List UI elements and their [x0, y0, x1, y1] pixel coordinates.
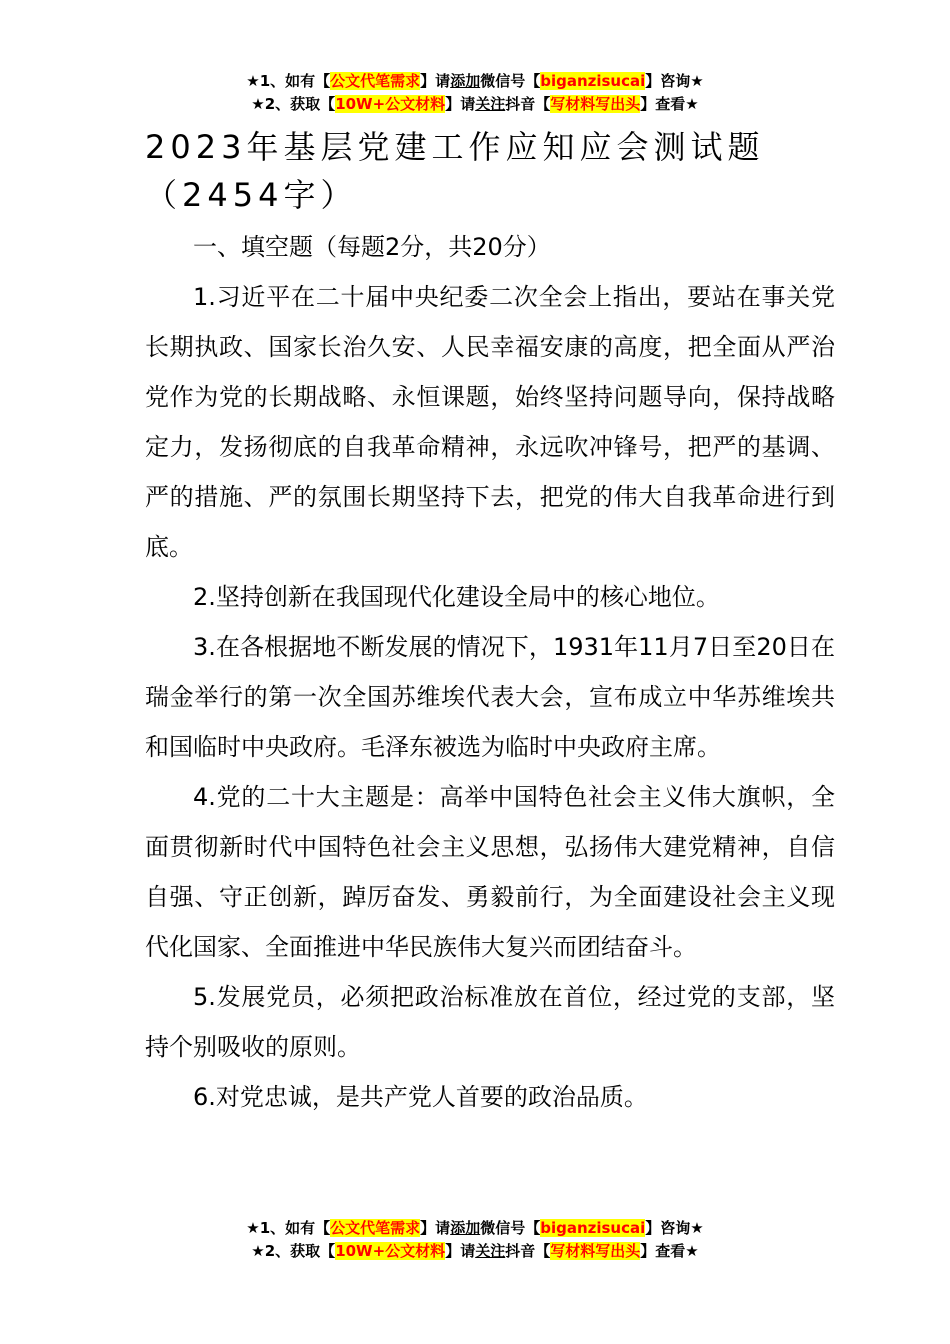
- ad-text: 】咨询★: [645, 1219, 704, 1237]
- ad-highlight: 公文代笔需求: [330, 1219, 421, 1237]
- footer-ad-banner: [0, 1217, 950, 1263]
- ad-highlight: 写材料写出头: [550, 1242, 641, 1260]
- ad-text: 】咨询★: [645, 72, 704, 90]
- ad-line-2: [0, 93, 950, 116]
- ad-text: 微信号【: [480, 72, 541, 90]
- ad-text: ★2、获取【: [251, 1242, 336, 1260]
- ad-text: 抖音【: [505, 95, 551, 113]
- ad-text: 】请: [420, 1219, 451, 1237]
- ad-underline: 添加: [450, 1219, 481, 1237]
- ad-text: ★2、获取【: [251, 95, 336, 113]
- ad-highlight: biganzisucai: [540, 1219, 646, 1237]
- ad-underline: 添加: [450, 72, 481, 90]
- header-ad-banner: [0, 70, 950, 116]
- ad-line-1: [0, 1217, 950, 1240]
- ad-highlight: 10W+公文材料: [335, 95, 446, 113]
- question-item: 2.坚持创新在我国现代化建设全局中的核心地位。: [193, 583, 720, 611]
- ad-line-1: [0, 70, 950, 93]
- document-title: 2023年基层党建工作应知应会测试题（2454字）: [145, 128, 765, 214]
- ad-text: 】请: [445, 1242, 476, 1260]
- ad-text: ★1、如有【: [246, 72, 331, 90]
- ad-text: 】请: [420, 72, 451, 90]
- ad-underline: 关注: [475, 1242, 506, 1260]
- ad-text: ★1、如有【: [246, 1219, 331, 1237]
- question-item: 4.党的二十大主题是：高举中国特色社会主义伟大旗帜，全面贯彻新时代中国特色社会主义思想，弘扬伟大建党精神，自信自强、守正创新，踔厉奋发、勇毅前行，为全面建设社会主义现代化国家、全面推进中华民族伟大复兴而团结奋斗。: [145, 783, 835, 961]
- question-item: 6.对党忠诚，是共产党人首要的政治品质。: [193, 1083, 648, 1111]
- ad-text: 】查看★: [640, 1242, 699, 1260]
- ad-text: 微信号【: [480, 1219, 541, 1237]
- document-body: [145, 222, 835, 1122]
- question-item: 3.在各根据地不断发展的情况下，1931年11月7日至20日在瑞金举行的第一次全国苏维埃代表大会，宣布成立中华苏维埃共和国临时中央政府。毛泽东被选为临时中央政府主席。: [145, 633, 835, 761]
- ad-line-2: [0, 1240, 950, 1263]
- ad-highlight: 10W+公文材料: [335, 1242, 446, 1260]
- ad-highlight: 写材料写出头: [550, 95, 641, 113]
- ad-highlight: biganzisucai: [540, 72, 646, 90]
- ad-text: 】查看★: [640, 95, 699, 113]
- section-heading: 一、填空题（每题2分，共20分）: [193, 233, 551, 261]
- ad-text: 】请: [445, 95, 476, 113]
- ad-underline: 关注: [475, 95, 506, 113]
- ad-text: 抖音【: [505, 1242, 551, 1260]
- ad-highlight: 公文代笔需求: [330, 72, 421, 90]
- question-item: 5.发展党员，必须把政治标准放在首位，经过党的支部，坚持个别吸收的原则。: [145, 983, 835, 1061]
- question-item: 1.习近平在二十届中央纪委二次全会上指出，要站在事关党长期执政、国家长治久安、人民幸福安康的高度，把全面从严治党作为党的长期战略、永恒课题，始终坚持问题导向，保持战略定力，发扬彻底的自我革命精神，永远吹冲锋号，把严的基调、严的措施、严的氛围长期坚持下去，把党的伟大自我革命进行到底。: [145, 283, 835, 561]
